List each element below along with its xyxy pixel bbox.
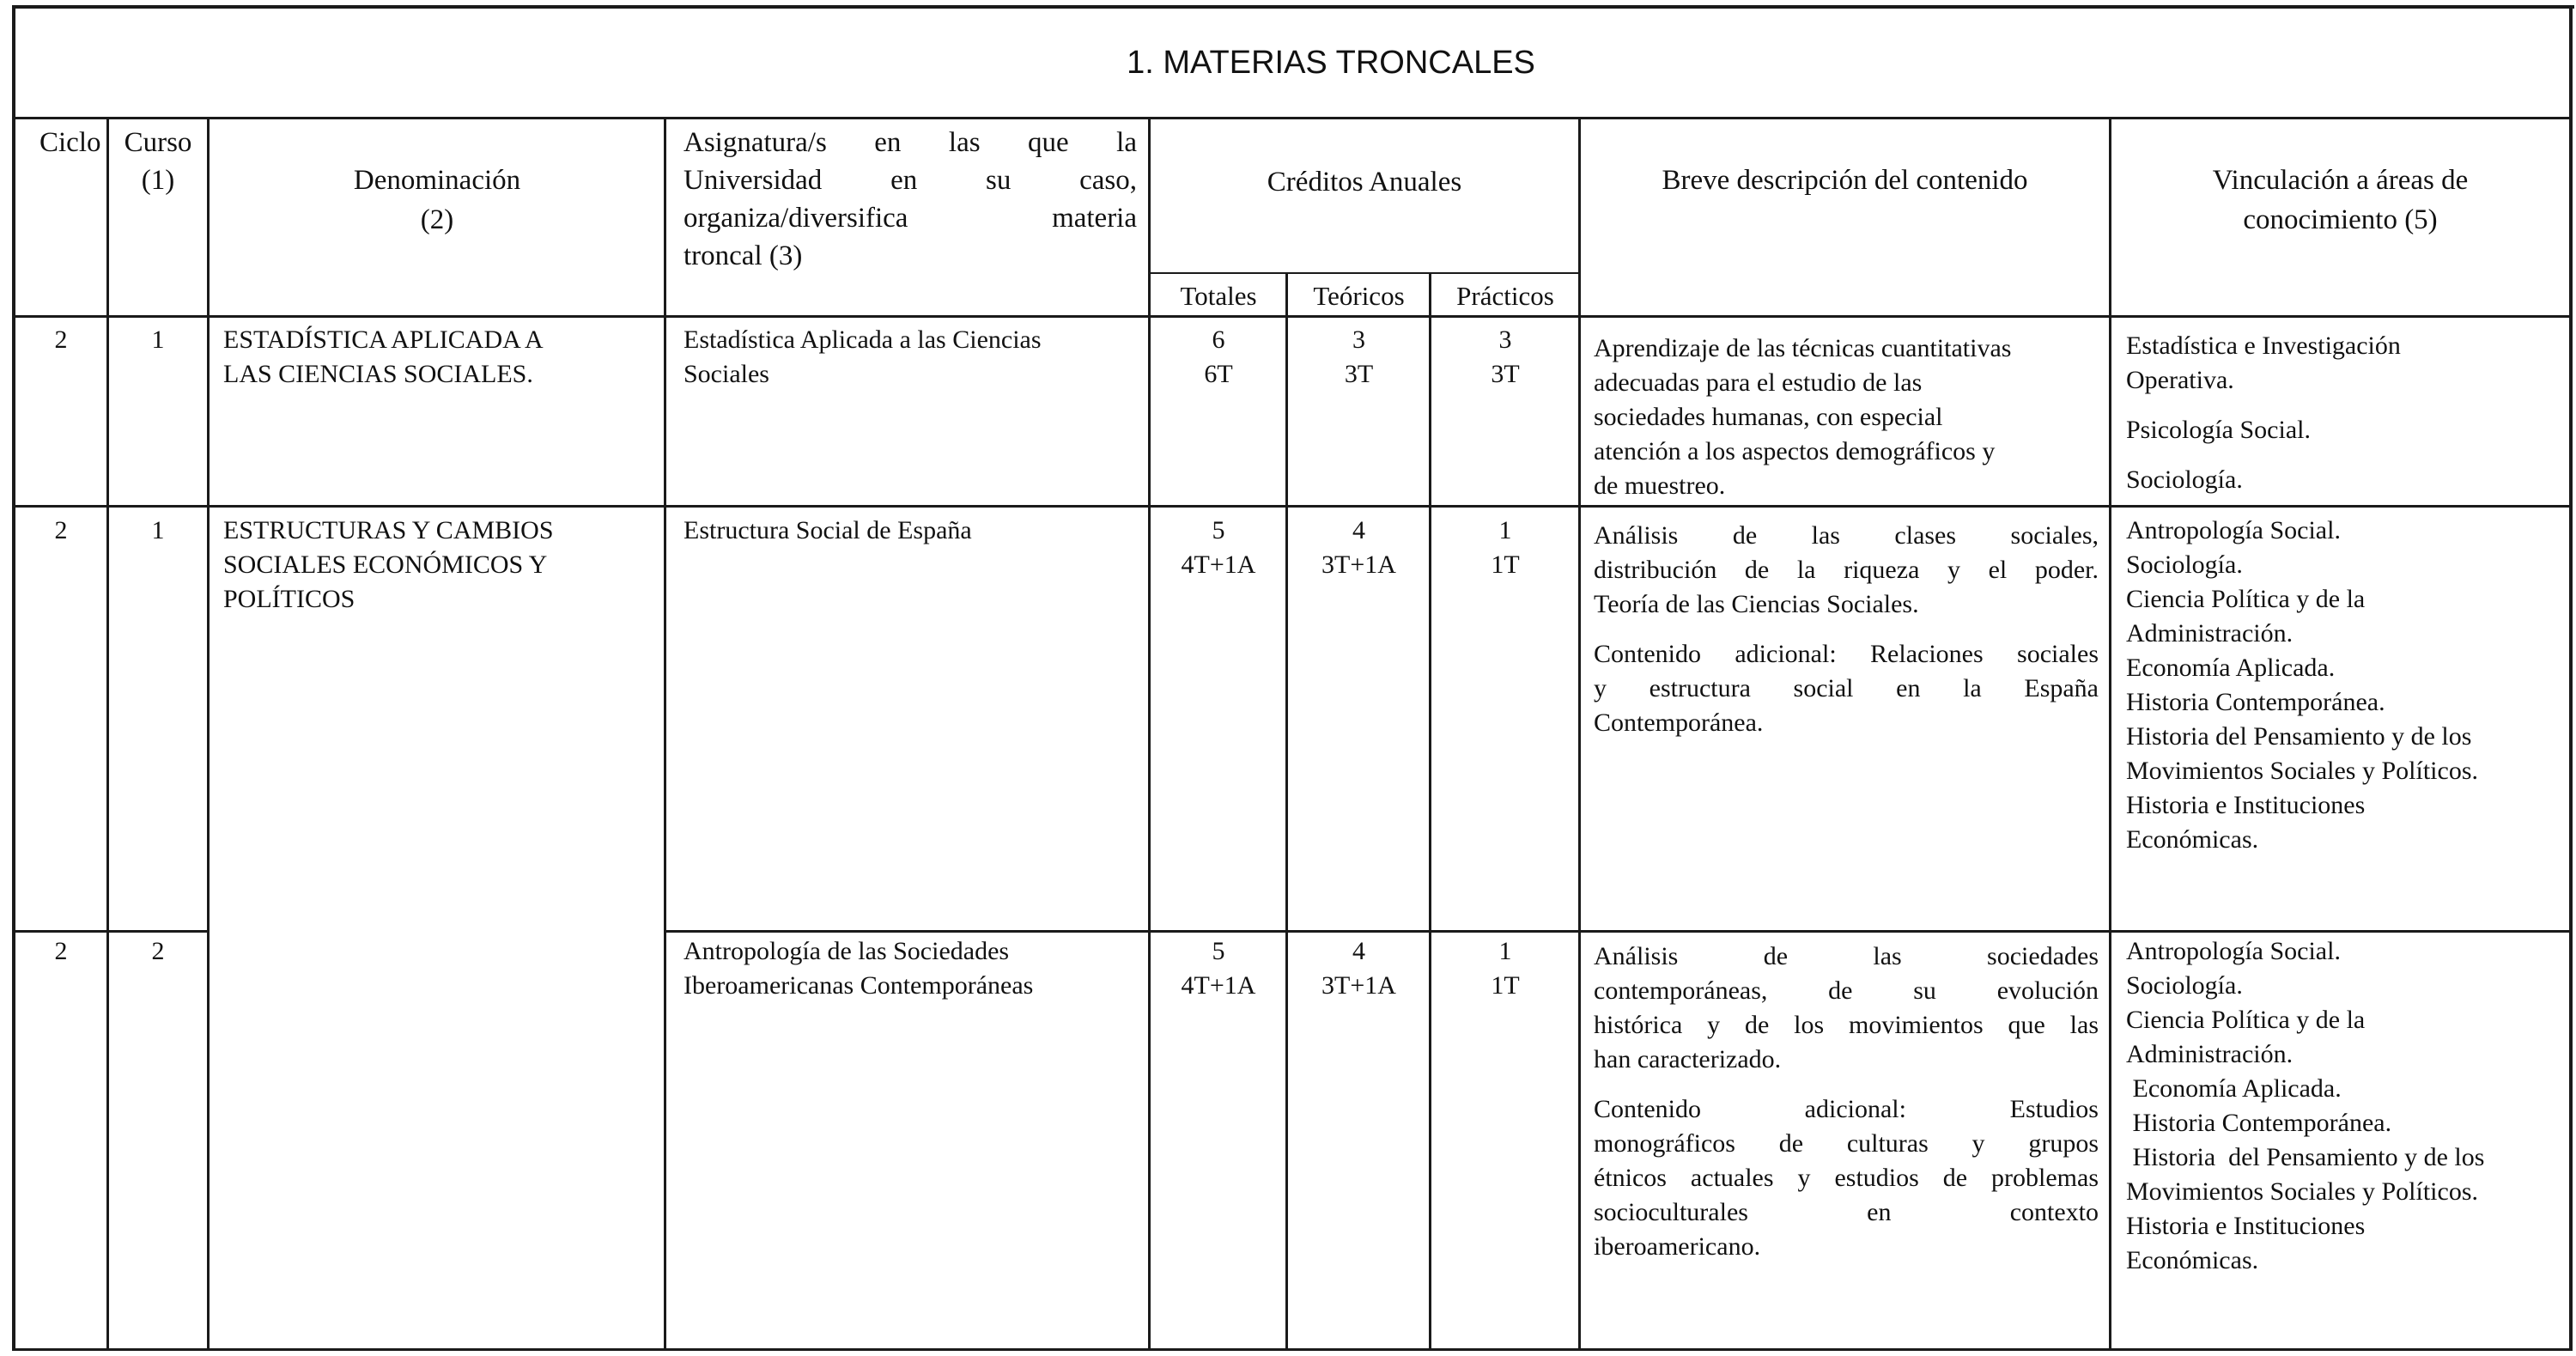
row2-descripcion-line: Teoría de las Ciencias Sociales. — [1594, 590, 1919, 618]
header-practicos: Prácticos — [1456, 281, 1554, 311]
row1-descripcion-line: atención a los aspectos demográficos y — [1594, 437, 1996, 465]
row3-descripcion-line: Contenido adicional: Estudios — [1594, 1095, 2099, 1123]
row3-curso: 2 — [151, 937, 165, 965]
header-vinculacion: Vinculación a áreas de — [2212, 165, 2469, 196]
row1-descripcion-line: sociedades humanas, con especial — [1594, 403, 1943, 431]
row3-vinculacion-line: Económicas. — [2126, 1246, 2259, 1274]
row2-asignatura — [683, 514, 972, 548]
row1-descripcion-line: adecuadas para el estudio de las — [1594, 368, 1923, 397]
table-title: 1. MATERIAS TRONCALES — [1127, 45, 1535, 81]
row3-vinculacion-line: Administración. — [2126, 1040, 2293, 1068]
row2-practicos-detail: 1T — [1491, 550, 1520, 579]
row3-descripcion-line: histórica y de los movimientos que las — [1594, 1011, 2099, 1039]
row1-vinculacion-line: Psicología Social. — [2126, 416, 2311, 444]
row2-descripcion-line: distribución de la riqueza y el poder. — [1594, 556, 2099, 584]
row2-descripcion-line: Contemporánea. — [1594, 708, 1764, 737]
row2-descripcion-line: Análisis de las clases sociales, — [1594, 521, 2099, 550]
table-border-right — [2569, 5, 2573, 1350]
row1-divider — [12, 505, 2573, 508]
header-asignatura-line: Universidad en su caso, — [683, 165, 1137, 196]
row3-descripcion — [1594, 939, 2099, 1264]
row1-denominacion-line: LAS CIENCIAS SOCIALES. — [223, 360, 533, 388]
header-curso-note: (1) — [141, 165, 175, 196]
row2-curso: 1 — [151, 516, 165, 544]
row1-teoricos-detail: 3T — [1344, 360, 1374, 388]
header-asignatura-line: troncal (3) — [683, 240, 803, 271]
row3-vinculacion-line: Ciencia Política y de la — [2126, 1006, 2366, 1034]
row2-vinculacion-line: Administración. — [2126, 619, 2293, 648]
header-vinculacion-2: conocimiento (5) — [2243, 204, 2438, 235]
row3-vinculacion-line: Antropología Social. — [2126, 937, 2341, 965]
header-totales: Totales — [1180, 281, 1257, 311]
row2-divider-left — [12, 930, 210, 933]
header-ciclo: Ciclo — [39, 127, 101, 158]
row3-totales-detail: 4T+1A — [1181, 971, 1256, 1000]
header-curso: Curso — [124, 127, 192, 158]
header-denominacion: Denominación — [353, 165, 521, 196]
col-divider-denominacion — [664, 117, 666, 1351]
row1-totales — [1151, 323, 1286, 392]
col-divider-totales — [1285, 272, 1288, 1351]
col-divider-descripcion — [2109, 117, 2111, 1351]
row1-vinculacion-line: Sociología. — [2126, 465, 2243, 494]
header-descripcion: Breve descripción del contenido — [1662, 165, 2028, 196]
row3-asignatura-line: Iberoamericanas Contemporáneas — [683, 971, 1034, 1000]
row2-vinculacion-line: Historia del Pensamiento y de los — [2126, 722, 2472, 751]
row3-totales-value: 5 — [1212, 937, 1225, 965]
row2-vinculacion-line: Antropología Social. — [2126, 516, 2341, 544]
table-border-bottom — [12, 1348, 2573, 1351]
row3-vinculacion-line: Sociología. — [2126, 971, 2243, 1000]
row1-vinculacion — [2126, 329, 2401, 497]
row2-practicos — [1431, 514, 1579, 582]
row2-denominacion-line: POLÍTICOS — [223, 585, 355, 613]
row2-vinculacion — [2126, 514, 2478, 857]
row2-descripcion-line: Contenido adicional: Relaciones sociales — [1594, 640, 2099, 668]
row3-teoricos-value: 4 — [1352, 937, 1365, 965]
row1-vinculacion-line: Estadística e Investigación — [2126, 331, 2401, 360]
row1-denominacion — [223, 323, 544, 392]
row1-asignatura-line: Estadística Aplicada a las Ciencias — [683, 325, 1042, 354]
row1-descripcion-line: Aprendizaje de las técnicas cuantitativas — [1594, 334, 2012, 362]
row3-descripcion-line: monográficos de culturas y grupos — [1594, 1129, 2099, 1158]
row3-descripcion-line: étnicos actuales y estudios de problemas — [1594, 1164, 2099, 1192]
header-creditos: Créditos Anuales — [1267, 167, 1462, 198]
row2-vinculacion-line: Historia e Instituciones — [2126, 791, 2366, 819]
row1-totales-detail: 6T — [1204, 360, 1233, 388]
row1-descripcion — [1594, 331, 2011, 503]
title-divider — [12, 117, 2573, 119]
row2-vinculacion-line: Movimientos Sociales y Políticos. — [2126, 757, 2478, 785]
row2-vinculacion-line: Historia Contemporánea. — [2126, 688, 2385, 716]
row2-asignatura-line: Estructura Social de España — [683, 516, 972, 544]
row3-vinculacion — [2126, 934, 2484, 1278]
row1-practicos — [1431, 323, 1579, 392]
row3-practicos-detail: 1T — [1491, 971, 1520, 1000]
row2-divider-right — [665, 930, 2573, 933]
row3-descripcion-line: han caracterizado. — [1594, 1045, 1782, 1073]
row1-totales-value: 6 — [1212, 325, 1225, 354]
subheader-divider — [1151, 272, 1580, 274]
header-teoricos: Teóricos — [1313, 281, 1405, 311]
col-divider-curso — [207, 117, 210, 1351]
row1-descripcion-line: de muestreo. — [1594, 471, 1726, 500]
row3-teoricos — [1288, 934, 1430, 1003]
row2-practicos-value: 1 — [1498, 516, 1512, 544]
header-denominacion-note: (2) — [420, 204, 454, 235]
row3-practicos — [1431, 934, 1579, 1003]
row3-descripcion-line: iberoamericano. — [1594, 1232, 1761, 1261]
col-divider-ciclo — [106, 117, 109, 1351]
col-divider-teoricos — [1429, 272, 1431, 1351]
row3-practicos-value: 1 — [1498, 937, 1512, 965]
row1-vinculacion-line: Operativa. — [2126, 366, 2234, 394]
header-asignatura-line: organiza/diversifica materia — [683, 203, 1137, 234]
row3-descripcion-line: socioculturales en contexto — [1594, 1198, 2099, 1226]
row2-vinculacion-line: Ciencia Política y de la — [2126, 585, 2366, 613]
row3-descripcion-line: Análisis de las sociedades — [1594, 942, 2099, 970]
row3-asignatura-line: Antropología de las Sociedades — [683, 937, 1010, 965]
row3-vinculacion-line: Historia del Pensamiento y de los — [2126, 1143, 2485, 1171]
row3-vinculacion-line: Historia e Instituciones — [2126, 1212, 2366, 1240]
row2-totales-value: 5 — [1212, 516, 1225, 544]
row3-totales — [1151, 934, 1286, 1003]
row1-asignatura — [683, 323, 1042, 392]
header-asignatura-line: Asignatura/s en las que la — [683, 127, 1137, 158]
row3-asignatura — [683, 934, 1033, 1003]
row1-teoricos-value: 3 — [1352, 325, 1365, 354]
row1-denominacion-line: ESTADÍSTICA APLICADA A — [223, 325, 544, 354]
row3-vinculacion-line: Movimientos Sociales y Políticos. — [2126, 1177, 2478, 1206]
row2-descripcion-line: y estructura social en la España — [1594, 674, 2099, 702]
row3-vinculacion-line: Historia Contemporánea. — [2126, 1109, 2392, 1137]
row2-ciclo: 2 — [54, 516, 68, 544]
row1-practicos-detail: 3T — [1491, 360, 1520, 388]
table-border-left — [12, 5, 15, 1350]
row1-practicos-value: 3 — [1498, 325, 1512, 354]
row2-vinculacion-line: Sociología. — [2126, 550, 2243, 579]
row2-denominacion-line: SOCIALES ECONÓMICOS Y — [223, 550, 548, 579]
row3-ciclo: 2 — [54, 937, 68, 965]
header-divider — [12, 315, 2573, 318]
row2-teoricos — [1288, 514, 1430, 582]
table-border-top — [12, 5, 2574, 9]
row2-descripcion — [1594, 519, 2099, 740]
row3-teoricos-detail: 3T+1A — [1321, 971, 1396, 1000]
row3-vinculacion-line: Economía Aplicada. — [2126, 1074, 2342, 1103]
row2-teoricos-value: 4 — [1352, 516, 1365, 544]
row1-ciclo: 2 — [54, 325, 68, 354]
row1-teoricos — [1288, 323, 1430, 392]
row2-totales — [1151, 514, 1286, 582]
row1-asignatura-line: Sociales — [683, 360, 769, 388]
row2-vinculacion-line: Económicas. — [2126, 825, 2259, 854]
row1-curso: 1 — [151, 325, 165, 354]
row3-descripcion-line: contemporáneas, de su evolución — [1594, 976, 2099, 1005]
row2-totales-detail: 4T+1A — [1181, 550, 1256, 579]
header-asignatura — [683, 124, 1137, 275]
row2-denominacion-line: ESTRUCTURAS Y CAMBIOS — [223, 516, 554, 544]
row2-vinculacion-line: Economía Aplicada. — [2126, 654, 2336, 682]
row2-denominacion — [223, 514, 554, 617]
row2-teoricos-detail: 3T+1A — [1321, 550, 1396, 579]
